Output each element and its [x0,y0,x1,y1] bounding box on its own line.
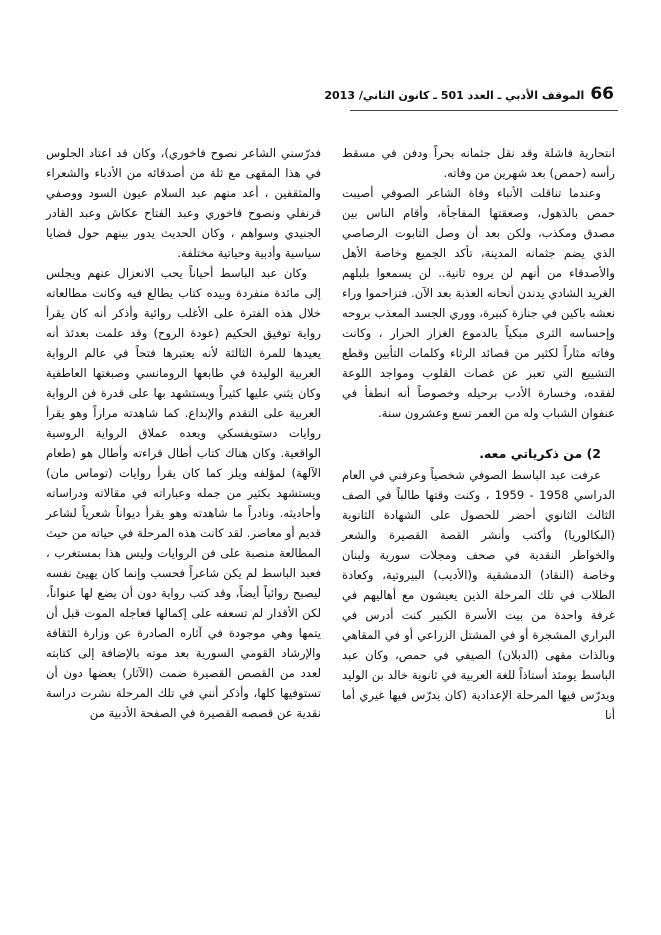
paragraph: انتحارية فاشلة وقد نقل جثمانه بحراً ودفن في مسقط رأسه (حمص) بعد شهرين من وفاته. [342,146,615,180]
header-rule [350,110,618,111]
left-column [46,143,321,723]
section-spacer [342,423,615,443]
paragraph: وعندما تناقلت الأنباء وفاة الشاعر الصوفي أصيبت حمص بالذهول، وصعقتها المفاجأة، وأقام الناس بين مصدق ومكذب، ولكن بعد أن وصل التابوت الرصاصي الذي يضم جثمانه المدينة، تأكد الجميع وخاصة الأهل والأصدقاء من أنهم لن يروه ثانية.. لن يسمعوا بلبلهم الغريد الشادي يدندن أنحانه العذبة بعد الآن. فتزاحموا وراء نعشه باكين في جنازة كبيرة، ووري الجسد المعذب بروحه وإحساسه الثرى مبكياً بالدموع الغزار الحرار ، وكانت وفاته مثاراً لكثير من قصائد الرثاء وكلمات التأبين وقطع التشييع التي تعبر عن غصات القلوب ومواجد اللوعة لفقده، وخسارة الأدب برحيله وخصوصاً أنه انطفأ في عنفوان الشباب وله من العمر تسع وعشرون سنة. [342,186,615,420]
paragraph: وكان عبد الباسط أحياناً يحب الانعزال عنهم ويجلس إلى مائدة منفردة وبيده كتاب يطالع فيه وكانت مطالعاته خلال هذه الفترة على الأغلب روائية وأذكر أنه كان يقرأ رواية توفيق الحكيم (عودة الروح) وقد علمت بعدئذ أنه يعيدها للمرة الثالثة لأنه يعتبرها فتحاً في عالم الرواية العربية الوليدة في طابعها الرومانسي وصبغتها العاطفية وكان يثني عليها كثيراً ويستشهد بها على قدرة فن الرواية العربية على التقدم والإبداع. كما شاهدته مراراً وهو يقرأ روايات دستويفسكي ويعده عملاق الرواية الروسية الواقعية. وكان هناك كتاب أطال قراءته وأطال هو (طعام الآلهة) لمؤلفه ويلز كما كان يقرأ روايات (توماس مان) ويستشهد بكثير من جمله وعباراته في مقالاته ودراساته وأحاديثه. ونادراً ما شاهدته وهو يقرأ ديواناً شعرياً لشاعر قديم أو معاصر. لقد كانت هذه المرحلة في حياته من حيث المطالعة منصبة على فن الروايات وليس هذا بمستغرب ، فعبد الباسط لم يكن شاعراً فحسب وإنما كان يهيئ نفسه ليصبح روائياً أيضاً، وقد كتب رواية دون أن يضع لها عنواناً، لكن الأقدار لم تسعفه على إكمالها فعاجله الموت قبل أن يتمها وهي موجودة في آثاره الصادرة عن وزارة الثقافة والإرشاد القومي السورية بعد موته بالإضافة إلى كتابته لعدد من القصص القصيرة ضمت (الآثار) بعضها دون أن تستوفيها كلها، وأذكر أنني في تلك المرحلة نشرت دراسة نقدية عن قصصه القصيرة في الصفحة الأدبية من [46,266,321,720]
section-heading: 2) من ذكرياتي معه. [479,446,601,461]
page-number: 66 [590,84,614,104]
right-column [342,143,615,725]
paragraph: عرفت عبد الباسط الصوفي شخصياً وعرفني في العام الدراسي 1958 - 1959 ، وكنت وقتها طالباً في الصف الثالث الثانوي أحضر للحصول على الشهادة الثانوية (البكالوريا) وأكتب وأنشر القصة القصيرة والشعر والخواطر النقدية في صحف ومجلات سورية ولبنان وخاصة (النقاد) الدمشقية و(الأديب) البيروتية، وكعادة الطلاب في تلك المرحلة الذين يعيشون مع أهاليهم في غرفة واحدة من بيت الأسرة الكبير كنت أدرس في البراري المشجرة أو في المشتل الزراعي أو في المقاهي وبالذات مقهى (الدبلان) الصيفي في حمص، وكان عبد الباسط يومئذ أستاذاً للغة العربية في ثانوية خالد بن الوليد ويدرّس فيها المرحلة الإعدادية (كان يدرّس فيها غيري أما أنا [342,468,615,722]
paragraph: فدرّسني الشاعر نصوح فاخوري)، وكان قد اعتاد الجلوس في هذا المقهى مع ثلة من أصدقائه من الأدباء والشعراء والمثقفين ، أعد منهم عبد السلام عيون السود ووصفي قرنفلي ونصوح فاخوري وعبد الفتاح عكاش وعبد القادر الجنيدي وسواهم ، وكان الحديث يدور بينهم حول قضايا سياسية وأدبية وحياتية مختلفة. [46,146,321,260]
page-header [324,84,614,108]
running-title: الموقف الأدبي ـ العدد 501 ـ كانون الثاني/ 2013 [324,89,585,102]
